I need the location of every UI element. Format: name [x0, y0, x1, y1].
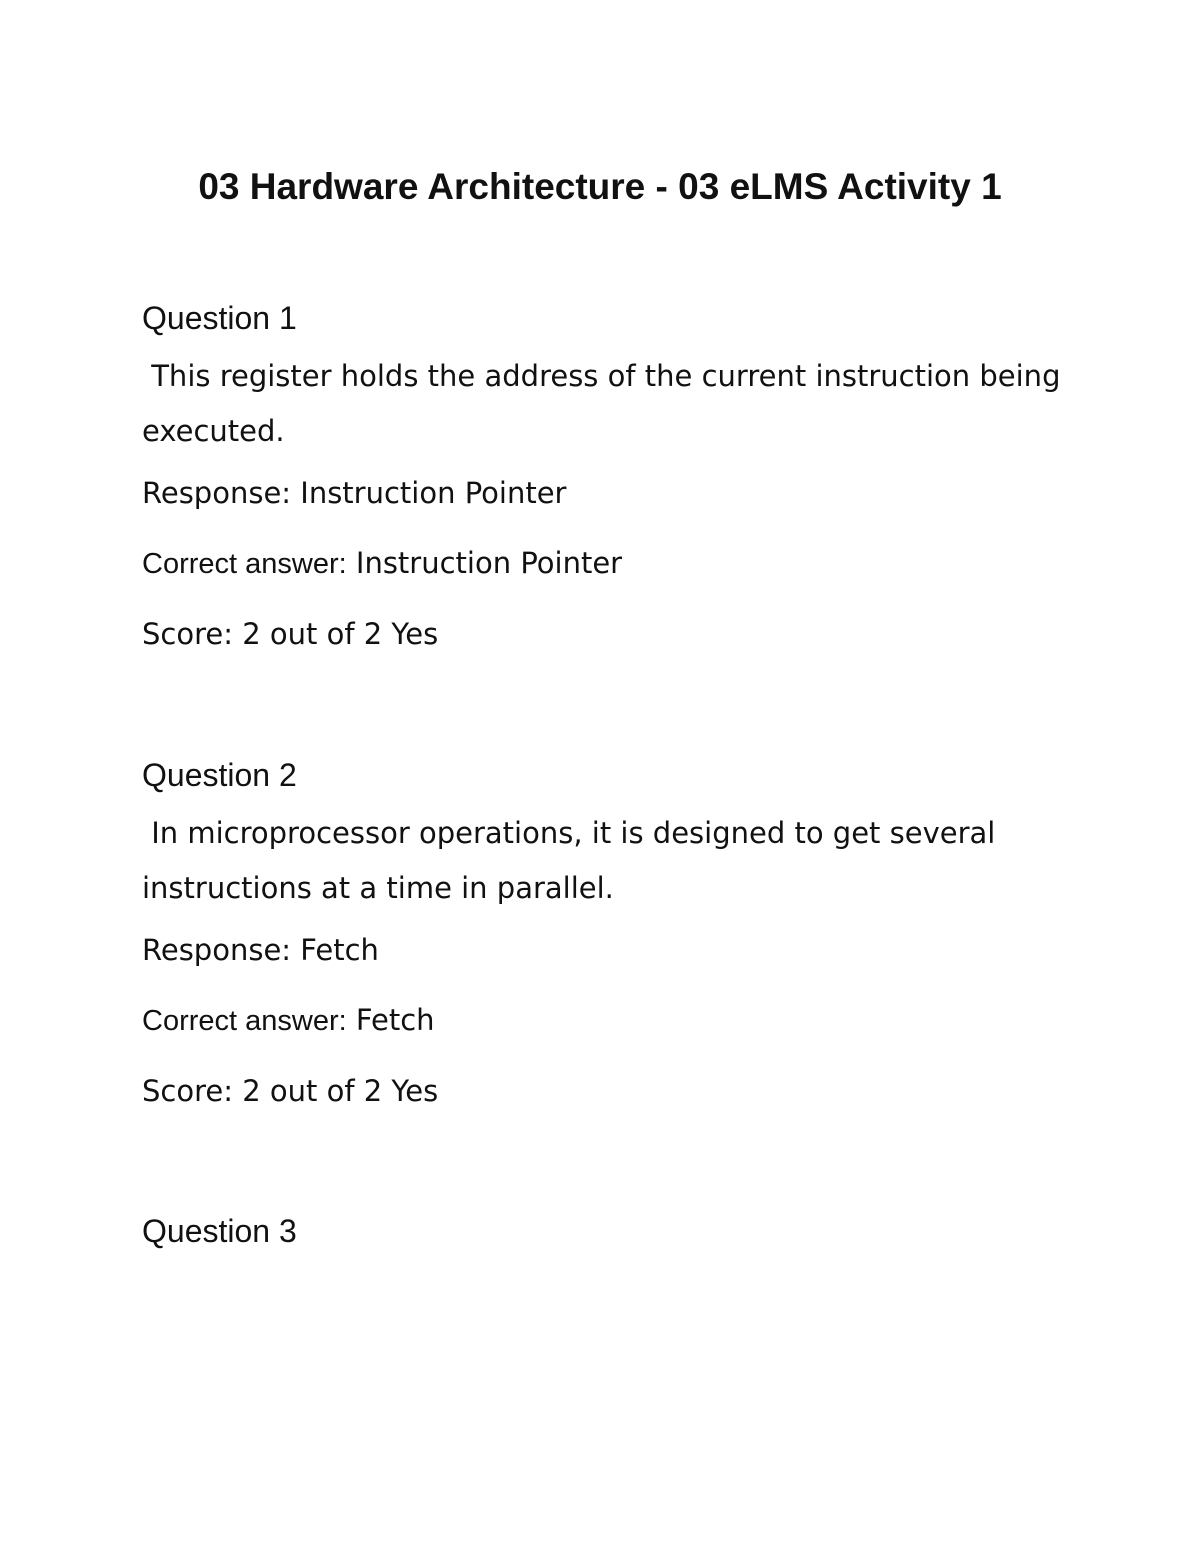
score-line: Score: 2 out of 2 Yes [142, 617, 439, 651]
correct-answer-value: Fetch [346, 1003, 435, 1037]
score-line: Score: 2 out of 2 Yes [142, 1074, 439, 1108]
question-heading: Question 1 [142, 300, 297, 336]
question-block-3 [142, 1211, 1062, 1251]
response-line: Response: Instruction Pointer [142, 476, 567, 510]
correct-answer-line [142, 543, 1062, 584]
question-block-2 [142, 755, 1062, 1111]
question-block-1 [142, 298, 1070, 654]
correct-answer-value: Instruction Pointer [346, 546, 623, 580]
question-heading: Question 3 [142, 1213, 297, 1249]
question-text: In microprocessor operations, it is designed to get several instructions at a time in parallel. [142, 816, 1005, 905]
correct-answer-label: Correct answer: [142, 548, 347, 580]
correct-answer-label: Correct answer: [142, 1005, 347, 1037]
response-line: Response: Fetch [142, 933, 379, 967]
question-heading: Question 2 [142, 757, 297, 793]
question-text: This register holds the address of the current instruction being executed. [142, 359, 1070, 448]
document-title: 03 Hardware Architecture - 03 eLMS Activity 1 [198, 166, 1002, 207]
correct-answer-line [142, 1000, 1062, 1041]
